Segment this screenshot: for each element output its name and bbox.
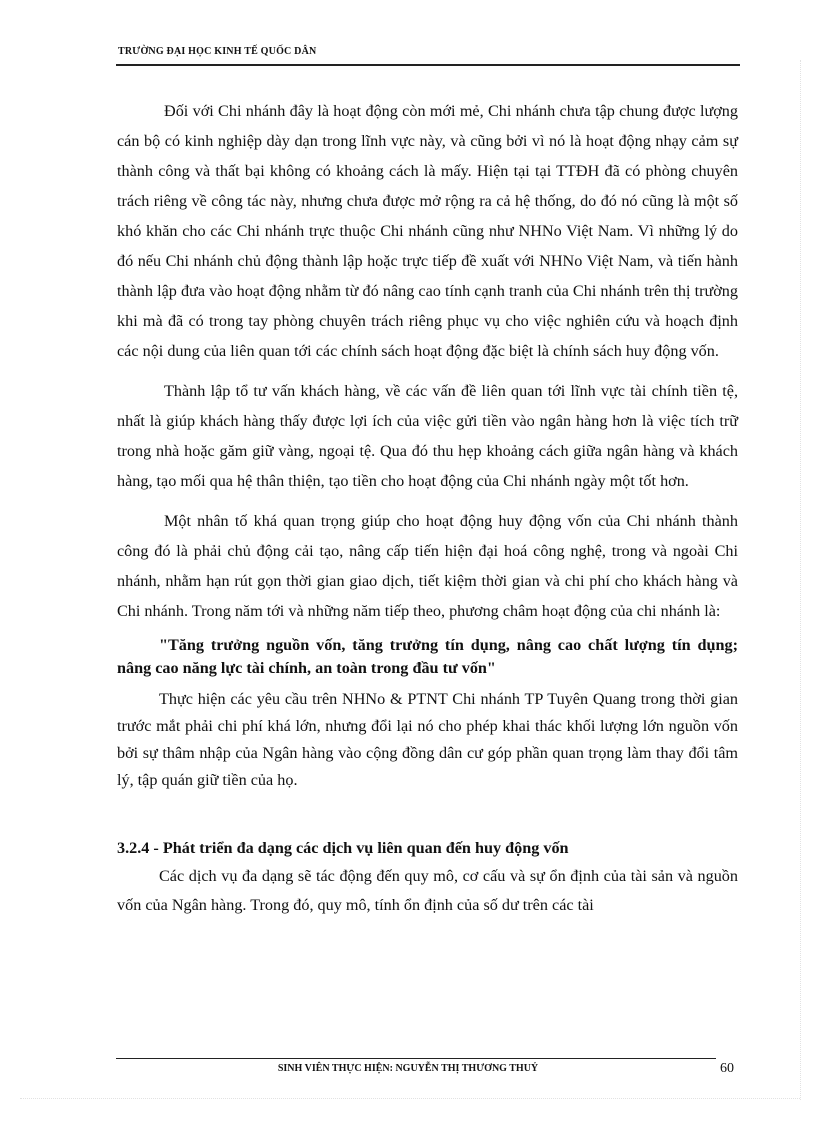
paragraph-3: Một nhân tố khá quan trọng giúp cho hoạt động huy động vốn của Chi nhánh thành công đó là phải chủ động cải tạo, nâng cấp tiến hiện đại hoá công nghệ, trong và ngoài Chi nhánh, nhằm hạn rút gọn thời gian giao dịch, tiết kiệm thời gian và chi phí cho khách hàng và Chi nhánh. Trong năm tới và những năm tiếp theo, phương châm hoạt động của chi nhánh là: <box>117 512 738 620</box>
page-body <box>117 96 738 920</box>
section-heading: 3.2.4 - Phát triển đa dạng các dịch vụ liên quan đến huy động vốn <box>117 839 569 857</box>
paragraph-5: Các dịch vụ đa dạng sẽ tác động đến quy mô, cơ cấu và sự ổn định của tài sản và nguồn vốn của Ngân hàng. Trong đó, quy mô, tính ổn định của số dư trên các tài <box>117 867 738 914</box>
footer-rule <box>116 1058 716 1059</box>
paragraph-1: Đối với Chi nhánh đây là hoạt động còn mới mẻ, Chi nhánh chưa tập chung được lượng cán bộ có kinh nghiệp dày dạn trong lĩnh vực này, và cũng bởi vì nó là hoạt động nhạy cảm sự thành công và thất bại không có khoảng cách là mấy. Hiện tại tại TTĐH đã có phòng chuyên trách riêng về công tác này, nhưng chưa được mở rộng ra cả hệ thống, do đó nó cũng là một số khó khăn cho các Chi nhánh trực thuộc Chi nhánh cũng như NHNo Việt Nam. Vì những lý do đó nếu Chi nhánh chủ động thành lập hoặc trực tiếp đề xuất với NHNo Việt Nam, và tiến hành thành lập đưa vào hoạt động nhằm từ đó nâng cao tính cạnh tranh của Chi nhánh trên thị trường khi mà đã có trong tay phòng chuyên trách riêng phục vụ cho việc nghiên cứu và hoạch định các nội dung của liên quan tới các chính sách hoạt động đặc biệt là chính sách huy động vốn. <box>117 102 738 360</box>
paragraph-2: Thành lập tổ tư vấn khách hàng, về các vấn đề liên quan tới lĩnh vực tài chính tiền tệ, nhất là giúp khách hàng thấy được lợi ích của việc gửi tiền vào ngân hàng hơn là việc tích trữ trong nhà hoặc găm giữ vàng, ngoại tệ. Qua đó thu hẹp khoảng cách giữa ngân hàng và khách hàng, tạo mối qua hệ thân thiện, tạo tiền cho hoạt động của Chi nhánh ngày một tốt hơn. <box>117 382 738 490</box>
paragraph-4: Thực hiện các yêu cầu trên NHNo & PTNT Chi nhánh TP Tuyên Quang trong thời gian trước mắt phải chi phí khá lớn, nhưng đổi lại nó cho phép khai thác khối lượng lớn nguồn vốn bởi sự thâm nhập của Ngân hàng vào cộng đồng dân cư góp phần quan trọng làm thay đổi tâm lý, tập quán giữ tiền của họ. <box>117 690 738 789</box>
page-border-bottom <box>20 1098 800 1099</box>
running-footer: SINH VIÊN THỰC HIỆN: NGUYỄN THỊ THƯƠNG THUỶ <box>277 1063 539 1074</box>
running-header: TRƯỜNG ĐẠI HỌC KINH TẾ QUỐC DÂN <box>118 46 317 57</box>
page-number: 60 <box>720 1061 734 1076</box>
motto-quote: "Tăng trưởng nguồn vốn, tăng trưởng tín dụng, nâng cao chất lượng tín dụng; nâng cao năng lực tài chính, an toàn trong đầu tư vốn" <box>117 636 738 677</box>
header-rule <box>116 64 740 66</box>
page-border-right <box>800 60 801 1100</box>
